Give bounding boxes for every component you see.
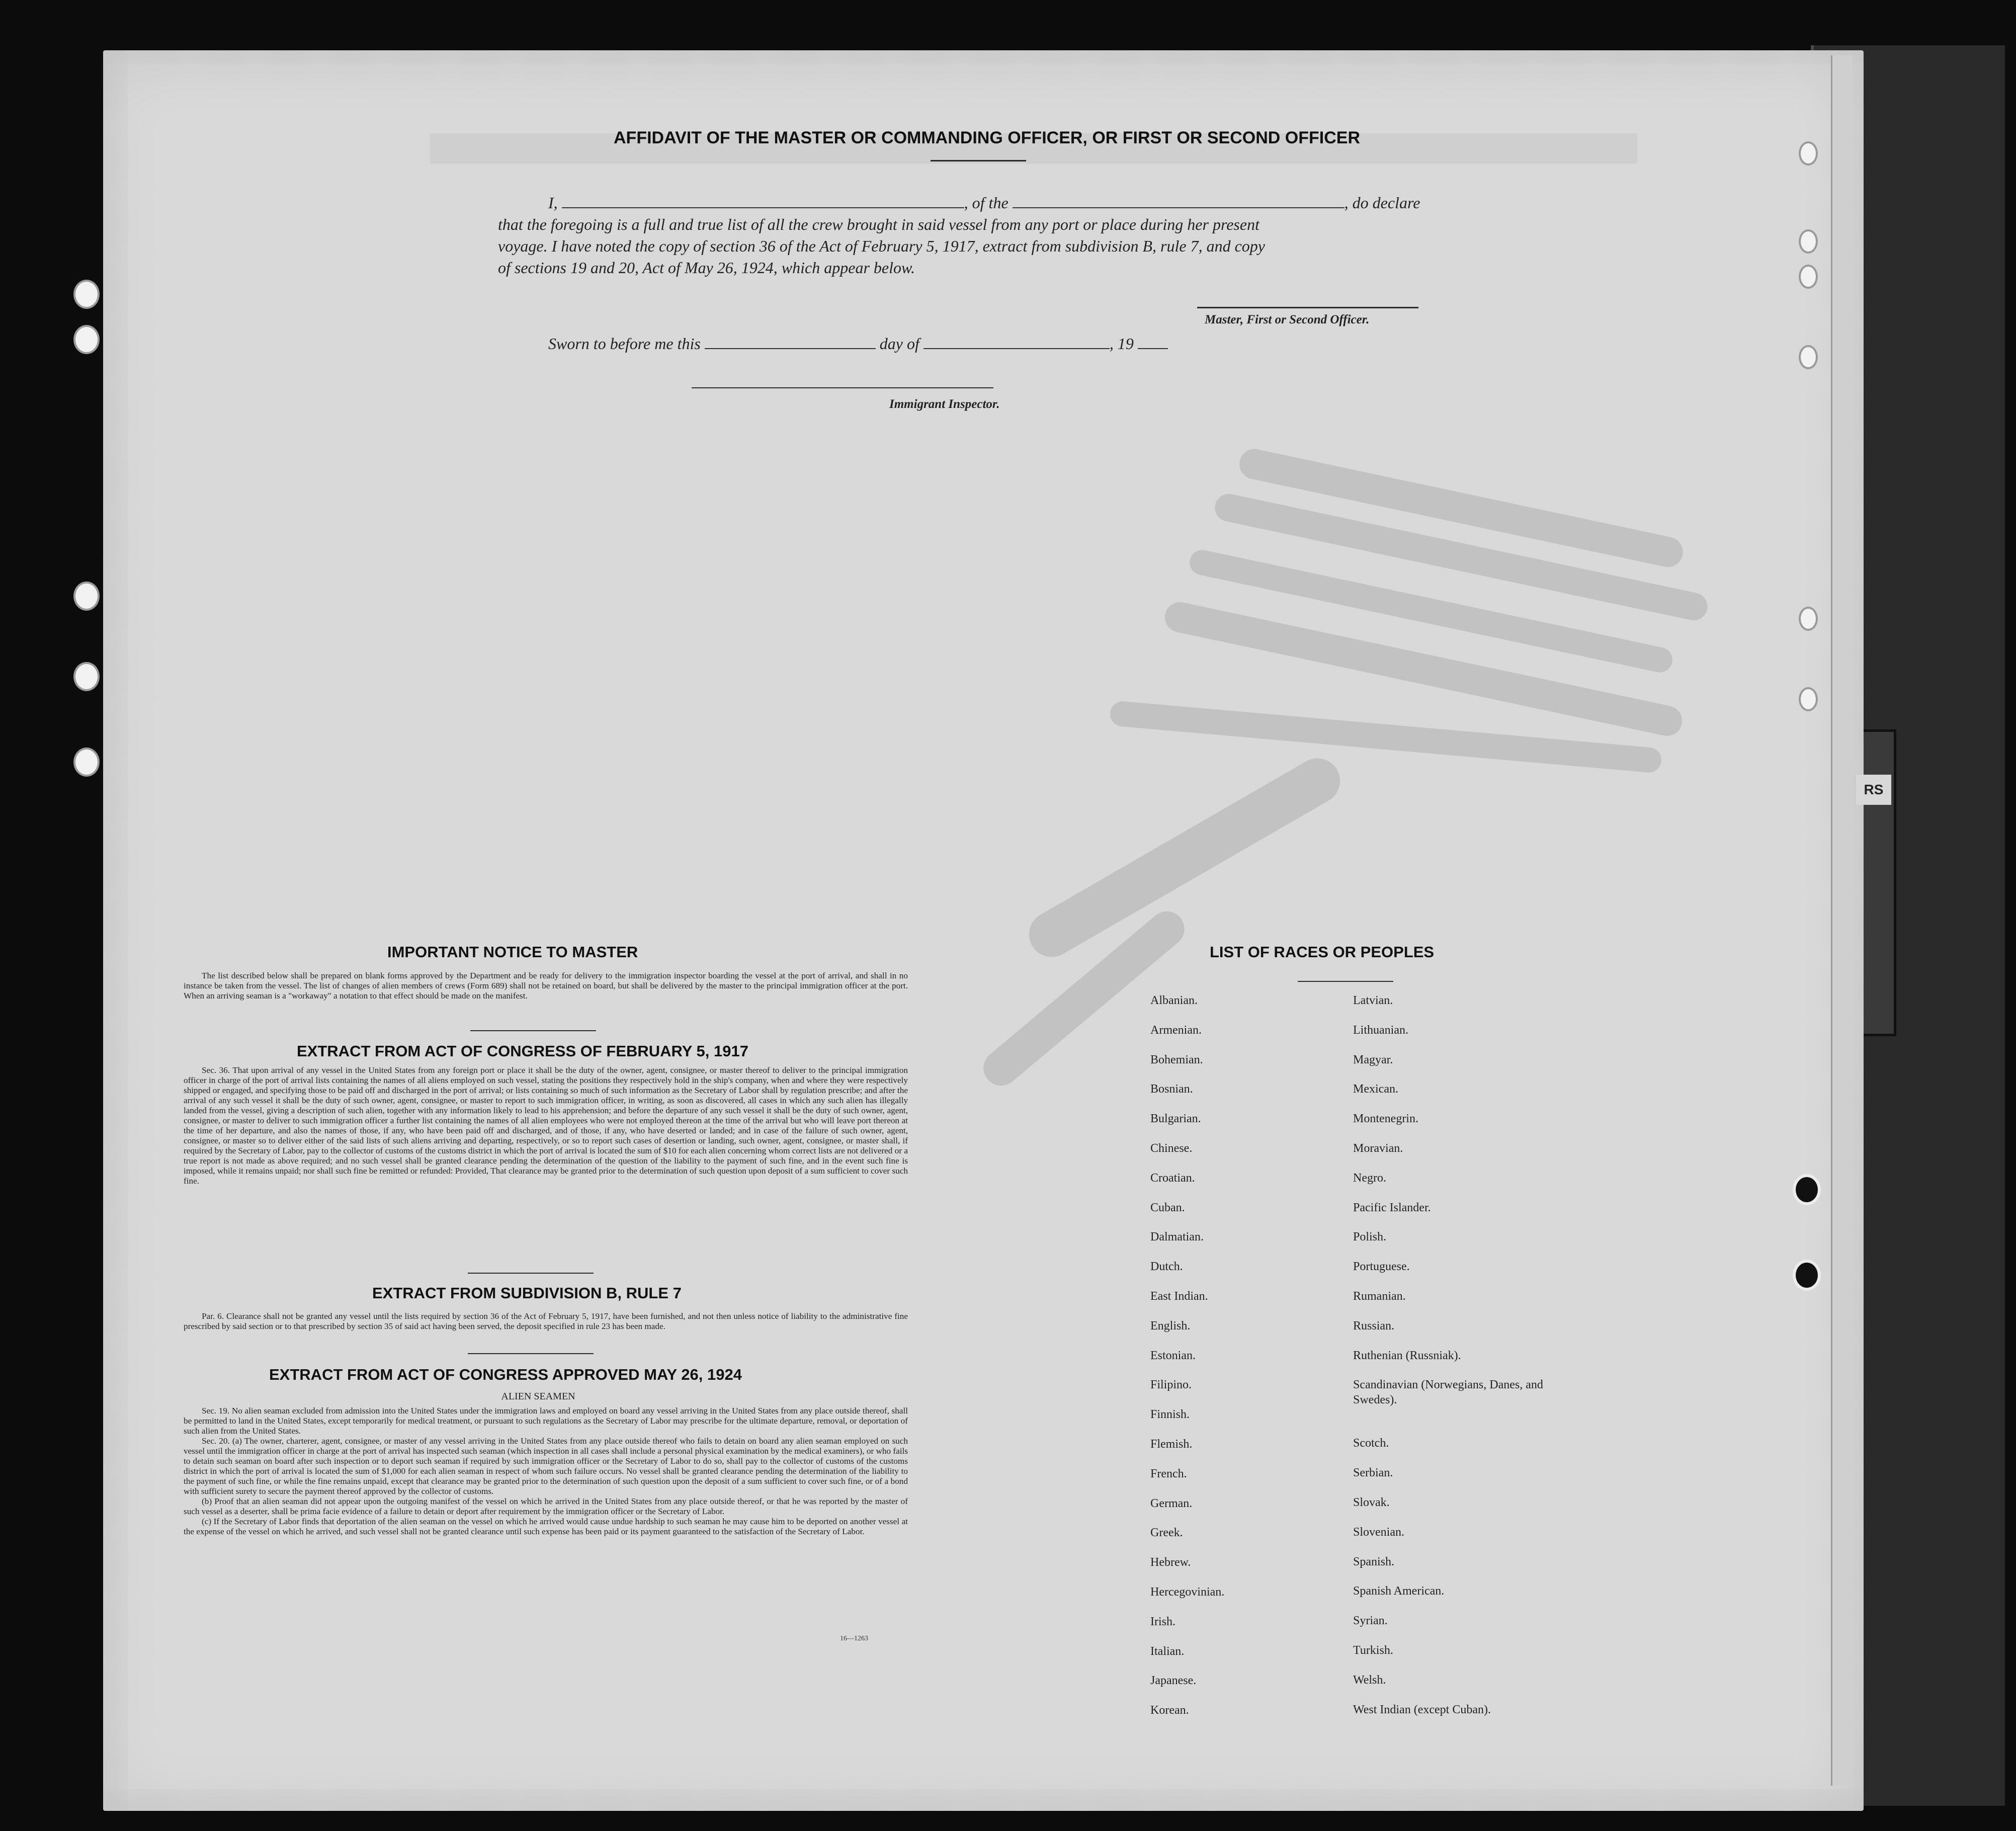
punch-hole xyxy=(75,282,98,307)
race-item: Ruthenian (Russniak). xyxy=(1353,1349,1461,1362)
race-item: Hercegovinian. xyxy=(1150,1585,1225,1599)
race-item: Filipino. xyxy=(1150,1378,1192,1392)
form-number: 16—1263 xyxy=(840,1635,868,1642)
notice-paragraph: The list described below shall be prepared on blank forms approved by the Department and be ready for delivery to the immigration inspector boarding the vessel at the port of arrival, and shall in no instance be taken from the vessel. The list of changes of alien members of crews (Form 689) shall not be retained on board, but shall be delivered by the master to the principal immigration officer at the port. When an arriving seaman is a "workaway" a notation to that effect should be made on the manifest. xyxy=(184,971,908,1001)
race-item: Hebrew. xyxy=(1150,1556,1191,1569)
sworn-year-label: , 19 xyxy=(1109,335,1134,353)
affidavit-line-3: voyage. I have noted the copy of section 36 of the Act of February 5, 1917, extract from subdivision B, rule 7, and copy xyxy=(498,237,1265,255)
race-item: Serbian. xyxy=(1353,1466,1393,1480)
sworn-year-blank[interactable] xyxy=(1138,348,1168,349)
race-item: Scandinavian (Norwegians, Danes, and Swedes). xyxy=(1353,1378,1543,1407)
race-item: Finnish. xyxy=(1150,1408,1190,1422)
race-item: Slovak. xyxy=(1353,1495,1390,1509)
race-item: German. xyxy=(1150,1496,1193,1510)
act-1924-sec-20b: (b) Proof that an alien seaman did not appear upon the outgoing manifest of the vessel on which he arrived in the United States from any place outside thereof, or that he was reported by the master of such vessel as a deserter, shall be prima facie evidence of a failure to detain or deport after requirement by the immigration officer or the Secretary of Labor. xyxy=(184,1496,908,1516)
race-item: Korean. xyxy=(1150,1704,1189,1717)
sworn-day-blank[interactable] xyxy=(705,348,876,349)
notice-text xyxy=(184,971,908,1001)
race-item: Spanish American. xyxy=(1353,1585,1445,1598)
divider xyxy=(468,1273,594,1274)
punch-hole xyxy=(75,664,98,689)
affidavit-title: AFFIDAVIT OF THE MASTER OR COMMANDING OFFICER, OR FIRST OR SECOND OFFICER xyxy=(614,128,1360,147)
act-1924-sec-19: Sec. 19. No alien seaman excluded from admission into the United States under the immigration laws and employed on board any vessel arriving in the United States from any place outside thereof, shall be permitted to land in the United States, except temporarily for medical treatment, or pursuant to such regulations as the Secretary of Labor may prescribe for the ultimate departure, removal, or deportation of such alien from the United States. xyxy=(184,1406,908,1436)
race-item: Turkish. xyxy=(1353,1643,1393,1657)
race-item: Rumanian. xyxy=(1353,1289,1406,1303)
race-item: Flemish. xyxy=(1150,1437,1193,1451)
race-item: Mexican. xyxy=(1353,1083,1398,1096)
race-item: Magyar. xyxy=(1353,1053,1393,1066)
punch-hole xyxy=(1801,609,1816,629)
divider xyxy=(470,1030,596,1031)
rule-7-par-6: Par. 6. Clearance shall not be granted any vessel until the lists required by section 36 of the Act of February 5, 1917, have been furnished, and not then unless notice of liability to the administrative fine prescribed by said section or to that prescribed by section 35 of said act having been served, the deposit specified in rule 23 has been made. xyxy=(184,1311,908,1331)
race-item: Welsh. xyxy=(1353,1673,1386,1687)
races-list-column-2 xyxy=(1353,986,1569,1724)
punch-hole xyxy=(1801,689,1816,709)
punch-hole xyxy=(1801,231,1816,252)
sworn-month-blank[interactable] xyxy=(923,348,1110,349)
alien-seamen-subtitle: ALIEN SEAMEN xyxy=(501,1391,575,1402)
race-item: Portuguese. xyxy=(1353,1260,1410,1274)
master-signature-line xyxy=(1197,307,1418,308)
race-item: Armenian. xyxy=(1150,1023,1202,1037)
punch-hole xyxy=(1801,347,1816,367)
race-item: Russian. xyxy=(1353,1319,1395,1333)
act-1924-text xyxy=(184,1406,908,1537)
affidavit-line-1 xyxy=(548,194,1420,212)
race-item: Greek. xyxy=(1150,1526,1183,1540)
sheet-edge xyxy=(1831,55,1853,1786)
punch-hole xyxy=(75,584,98,609)
race-item: Japanese. xyxy=(1150,1674,1197,1688)
race-item: Pacific Islander. xyxy=(1353,1201,1431,1214)
races-title-rule xyxy=(1298,981,1393,982)
inspector-signature-line xyxy=(692,387,993,388)
race-item: Bosnian. xyxy=(1150,1083,1193,1096)
race-item: Lithuanian. xyxy=(1353,1023,1408,1037)
race-item: Croatian. xyxy=(1150,1171,1195,1185)
title-rule xyxy=(931,160,1026,161)
race-item: Bulgarian. xyxy=(1150,1112,1201,1126)
race-item: Latvian. xyxy=(1353,994,1393,1007)
affidavit-line-2: that the foregoing is a full and true list of all the crew brought in said vessel from any port or place during her present xyxy=(498,215,1259,233)
document-page xyxy=(103,50,1864,1811)
of-the-label: , of the xyxy=(964,194,1009,212)
race-item: Dutch. xyxy=(1150,1260,1183,1274)
divider xyxy=(468,1353,594,1354)
punch-hole xyxy=(1796,1263,1818,1288)
affidavit-line-4: of sections 19 and 20, Act of May 26, 1924, which appear below. xyxy=(498,259,915,277)
race-item: West Indian (except Cuban). xyxy=(1353,1703,1491,1716)
punch-hole xyxy=(75,327,98,352)
inspector-signature-label: Immigrant Inspector. xyxy=(889,397,1000,411)
edge-tab: RS xyxy=(1856,775,1891,805)
race-item: Moravian. xyxy=(1353,1141,1403,1155)
race-item: Spanish. xyxy=(1353,1555,1395,1568)
act-1924-sec-20a: Sec. 20. (a) The owner, charterer, agent, consignee, or master of any vessel arriving in the United States from any place outside thereof who fails to detain on board any alien seaman employed on such vessel until the immigration officer in charge at the port of arrival has inspected such seaman (which inspection in all cases shall include a personal physical examination by the medical examiners), or who fails to detain such seaman on board after such inspection or to deport such seaman if required by such immigration officer or the Secretary of Labor to do so, shall pay to the collector of customs of the customs district in which the port of arrival is located the sum of $1,000 for each alien seaman in respect of whom such failure occurs. No vessel shall be granted clearance pending the determination of the liability to the payment of such fine, or while the fine remains unpaid, except that clearance may be granted prior to the determination of such question upon the deposit of a sum sufficient to cover such fine, or of a bond with sufficient surety to secure the payment thereof approved by the collector of customs. xyxy=(184,1436,908,1496)
race-item: French. xyxy=(1150,1467,1187,1480)
race-item: Montenegrin. xyxy=(1353,1112,1418,1126)
race-item: Slovenian. xyxy=(1353,1525,1404,1539)
stain xyxy=(1021,750,1348,965)
race-item: Estonian. xyxy=(1150,1349,1196,1362)
race-item: Dalmatian. xyxy=(1150,1230,1204,1244)
rule-7-text xyxy=(184,1311,908,1331)
sworn-line xyxy=(548,335,1168,353)
act-1924-sec-20c: (c) If the Secretary of Labor finds that deportation of the alien seaman on the vessel on which he arrived would cause undue hardship to such seaman he may cause him to be deported on another vessel at the expense of the vessel on which he arrived, and such vessel shall not be granted clearance until such expense has been paid or its payment guaranteed to the satisfaction of the Secretary of Labor. xyxy=(184,1517,908,1536)
notice-title: IMPORTANT NOTICE TO MASTER xyxy=(387,943,638,961)
sworn-day-label: day of xyxy=(879,335,919,353)
vessel-name-blank[interactable] xyxy=(1013,207,1345,208)
sworn-prefix: Sworn to before me this xyxy=(548,335,701,353)
races-list-column-1 xyxy=(1150,986,1224,1725)
master-signature-label: Master, First or Second Officer. xyxy=(1205,313,1370,326)
race-item: Polish. xyxy=(1353,1230,1387,1244)
act-1917-title: EXTRACT FROM ACT OF CONGRESS OF FEBRUARY 5, 1917 xyxy=(297,1042,748,1060)
punch-hole xyxy=(1796,1177,1818,1202)
race-item: Negro. xyxy=(1353,1171,1386,1185)
race-item: Chinese. xyxy=(1150,1141,1193,1155)
act-1924-title: EXTRACT FROM ACT OF CONGRESS APPROVED MAY 26, 1924 xyxy=(269,1366,742,1383)
act-1917-sec-36: Sec. 36. That upon arrival of any vessel in the United States from any foreign port or place it shall be the duty of the owner, agent, consignee, or master thereof to deliver to the principal immigration officer in charge of the port of arrival lists containing the names of all aliens employed on such vessel, stating the positions they respectively hold in the ship's company, when and where they were respectively shipped or engaged, and specifying those to be paid off and discharged in the port of arrival; or lists containing so much of such information as the Secretary of Labor shall by regulation prescribe; and after the arrival of any such vessel it shall be the duty of such owner, agent, consignee, or master to report to such immigration officer, in writing, as soon as discovered, all cases in which any such alien has illegally landed from the vessel, giving a description of such alien, together with any information likely to lead to his apprehension; and before the departure of any such vessel it shall be the duty of such owner, agent, consignee, or master to deliver to such immigration officer a further list containing the names of all alien employees who were not employed thereon at the time of the arrival but who will leave port thereon at the time of her departure, and also the names of those, if any, who have been paid off and discharged, and of those, if any, who have deserted or landed; and in case of the failure of such owner, agent, consignee, or master so to deliver either of the said lists of such aliens arriving and departing, respectively, or so to report such cases of desertion or landing, such owner, agent, consignee, or master shall, if required by the Secretary of Labor, pay to the collector of customs of the customs district in which the port of arrival is located the sum of $10 for each alien concerning whom correct lists are not delivered or a true report is not made as above required; and no such vessel shall be granted clearance pending the determination of the question of the liability to the payment of such fine, and in the event such fine is imposed, while it remains unpaid; nor shall such fine be remitted or refunded: Provided, That clearance may be granted prior to the determination of such question upon deposit of a sum sufficient to cover such fine. xyxy=(184,1065,908,1186)
race-item: Cuban. xyxy=(1150,1201,1185,1214)
act-1917-text xyxy=(184,1065,908,1186)
race-item: Italian. xyxy=(1150,1644,1185,1658)
races-title: LIST OF RACES OR PEOPLES xyxy=(1210,943,1435,961)
declarant-label: I, xyxy=(548,194,558,212)
race-item: Albanian. xyxy=(1150,994,1198,1007)
declarant-name-blank[interactable] xyxy=(562,207,964,208)
punch-hole xyxy=(1801,267,1816,287)
punch-hole xyxy=(75,750,98,775)
race-item: Irish. xyxy=(1150,1615,1175,1628)
race-item: English. xyxy=(1150,1319,1191,1333)
rule-7-title: EXTRACT FROM SUBDIVISION B, RULE 7 xyxy=(372,1284,682,1302)
race-item: Syrian. xyxy=(1353,1614,1388,1628)
declare-label: , do declare xyxy=(1344,194,1420,212)
race-item: East Indian. xyxy=(1150,1289,1208,1303)
punch-hole xyxy=(1801,143,1816,163)
race-item: Bohemian. xyxy=(1150,1053,1203,1066)
race-item: Scotch. xyxy=(1353,1437,1389,1450)
